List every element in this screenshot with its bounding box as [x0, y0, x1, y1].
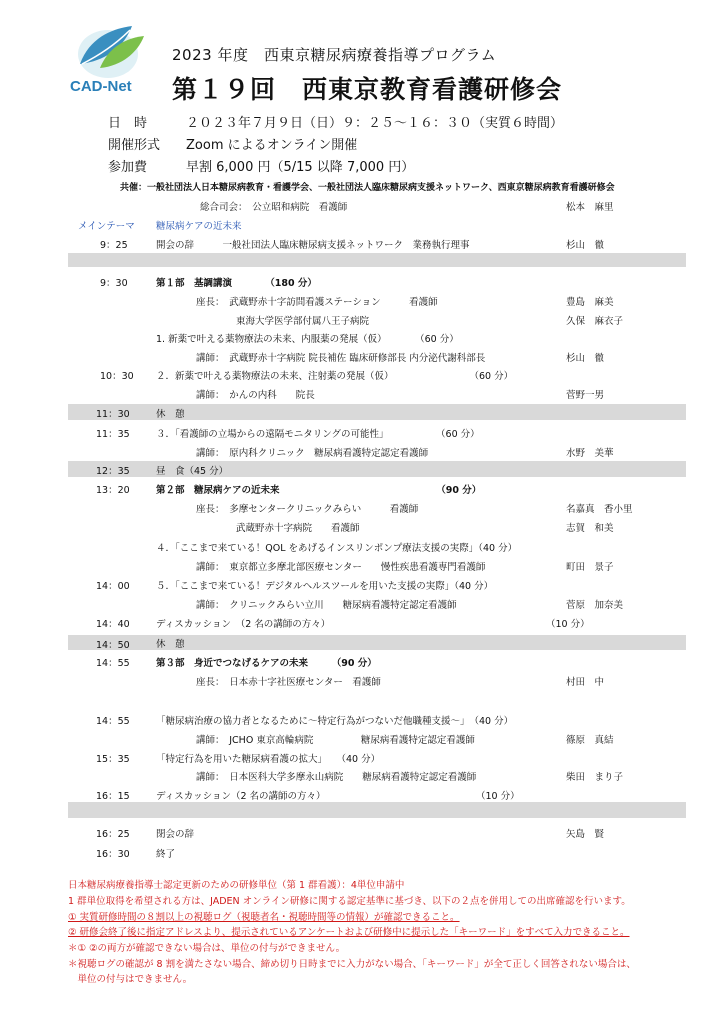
lecturer-line: 講師： 原内科クリニック 糖尿病看護特定認定看護師	[196, 448, 429, 459]
lecturer-line: 講師： 東京都立多摩北部医療センター 慢性疾患看護専門看護師	[196, 562, 486, 573]
lecturer-line: 講師： JCHO 東京高輪病院 糖尿病看護特定認定看護師	[196, 735, 475, 746]
chair-name: 名嘉真 香小里	[566, 504, 633, 515]
lecture-title: ３．「看護師の立場からの遠隔モニタリングの可能性」 （60 分）	[156, 429, 480, 440]
lecture-title: ４．「ここまで来ている！QOL をあげるインスリンポンプ療法支援の実際」（40 分）	[156, 543, 518, 554]
end-label: 終了	[156, 849, 176, 860]
cad-net-logo	[70, 16, 152, 102]
lecturer-name: 町田 景子	[566, 562, 614, 573]
lecturer-line: 講師： かんの内科 院長	[196, 390, 315, 401]
chair-line: 座長： 日本赤十字社医療センター 看護師	[196, 677, 381, 688]
lecture-title: 「糖尿病治療の協力者となるために～特定行為がつないだ他職種支援～」 （40 分）	[156, 716, 514, 727]
time-cell: 12：35	[96, 466, 130, 477]
speaker-name: 杉山 徹	[566, 240, 605, 251]
time-cell: 14：00	[96, 581, 130, 592]
lecturer-name: 水野 美華	[566, 448, 614, 459]
duration: （10 分）	[546, 619, 590, 630]
fee-label: 参加費	[108, 160, 148, 175]
chair-line: 座長： 多摩センタークリニックみらい 看護師	[196, 504, 419, 515]
discussion-label: ディスカッション（2 名の講師の方々）	[156, 791, 326, 802]
part3-heading: 第３部 身近でつなげるケアの未来 （90 分）	[156, 658, 377, 669]
page-title: 第１９回 西東京教育看護研修会	[172, 75, 563, 104]
time-cell: 11：35	[96, 429, 130, 440]
part1-heading: 第１部 基調講演 （180 分）	[156, 278, 317, 289]
chair-name: 豊島 麻美	[566, 297, 614, 308]
time-cell: 14：50	[96, 640, 130, 651]
lecturer-name: 菅原 加奈美	[566, 600, 624, 611]
chair-name: 村田 中	[566, 677, 605, 688]
opening-remarks: 開会の辞 一般社団法人臨床糖尿病支援ネットワーク 業務執行理事	[156, 240, 470, 251]
fee-value: 早割 6,000 円（5/15 以降 7,000 円）	[186, 160, 415, 175]
cohost-line: 共催：一般社団法人日本糖尿病教育・看護学会、一般社団法人臨床糖尿病支援ネットワーク、西東京糖尿病教育看護研修会	[120, 183, 615, 193]
time-cell: 14：40	[96, 619, 130, 630]
chair-line: 座長： 武蔵野赤十字訪問看護ステーション 看護師	[196, 297, 438, 308]
time-cell: 15：35	[96, 754, 130, 765]
part2-heading: 第２部 糖尿病ケアの近未来 （90 分）	[156, 485, 482, 496]
format-value: Zoom によるオンライン開催	[186, 138, 358, 153]
duration: （10 分）	[476, 791, 520, 802]
credit-note: 1 群単位取得を希望される方は、JADEN オンライン研修に関する認定基準に基づき、以下の２点を併用しての出席確認を行います。	[68, 896, 631, 907]
lecturer-line: 講師： 日本医科大学多摩永山病院 糖尿病看護特定認定看護師	[196, 772, 477, 783]
theme-label: メインテーマ	[78, 221, 135, 232]
credit-note: 単位の付与はできません。	[68, 974, 193, 985]
discussion-label: ディスカッション （2 名の講師の方々）	[156, 619, 331, 630]
break-label: 休 憩	[156, 409, 185, 420]
mc-name: 松本 麻里	[566, 202, 614, 213]
time-cell: 14：55	[96, 658, 130, 669]
lecturer-name: 菅野一男	[566, 390, 605, 401]
time-cell: 9：30	[100, 278, 128, 289]
lecture-title: ５．「ここまで来ている！デジタルヘルスツールを用いた支援の実際」（40 分）	[156, 581, 494, 592]
lecture-title: 1. 新薬で叶える薬物療法の未来、内服薬の発展（仮） （60 分）	[156, 334, 459, 345]
time-cell: 13：20	[96, 485, 130, 496]
lecture-title: 「特定行為を用いた糖尿病看護の拡大」 （40 分）	[156, 754, 381, 765]
chair-name: 久保 麻衣子	[566, 316, 624, 327]
time-cell: 16：15	[96, 791, 130, 802]
credit-note: 日本糖尿病療養指導士認定更新のための研修単位（第 1 群看護）：4単位申請中	[68, 880, 405, 891]
lecturer-name: 杉山 徹	[566, 353, 605, 364]
lecturer-line: 講師： 武蔵野赤十字病院 院長補佐 臨床研修部長 内分泌代謝科部長	[196, 353, 486, 364]
lecturer-name: 篠原 真結	[566, 735, 614, 746]
time-cell: 9：25	[100, 240, 128, 251]
theme-value: 糖尿病ケアの近未来	[156, 221, 242, 232]
closing-remarks: 閉会の辞	[156, 829, 195, 840]
speaker-name: 矢島 賢	[566, 829, 605, 840]
time-cell: 16：30	[96, 849, 130, 860]
credit-note: ＊視聴ログの確認が 8 割を満たさない場合、締め切り日時までに入力がない場合、「キーワード」が全て正しく回答されない場合は、	[68, 959, 636, 970]
lunch-label: 昼 食（45 分）	[156, 466, 229, 477]
chair-line: 東海大学医学部付属八王子病院	[236, 316, 370, 327]
format-label: 開催形式	[108, 138, 161, 153]
program-subtitle: 2023 年度 西東京糖尿病療養指導プログラム	[172, 46, 497, 64]
mc-label: 総合司会： 公立昭和病院 看護師	[200, 202, 348, 213]
time-cell: 11：30	[96, 409, 130, 420]
lecturer-name: 柴田 まり子	[566, 772, 624, 783]
separator-band	[68, 802, 686, 818]
credit-note: ＊① ②の両方が確認できない場合は、単位の付与ができません。	[68, 943, 346, 954]
time-cell: 16：25	[96, 829, 130, 840]
credit-condition: ② 研修会終了後に指定アドレスより、提示されているアンケートおよび研修中に提示した「キーワード」をすべて入力できること。	[68, 927, 630, 938]
chair-line: 武蔵野赤十字病院 看護師	[236, 523, 360, 534]
time-cell: 10：30	[100, 371, 134, 382]
credit-condition: ① 実質研修時間の８割以上の視聴ログ（視聴者名・視聴時間等の情報）が確認できること。	[68, 912, 460, 923]
date-value: ２０２３年７月９日（日）９：２５～１６：３０（実質６時間）	[186, 116, 564, 131]
lecture-title: ２．新薬で叶える薬物療法の未来、注射薬の発展（仮） （60 分）	[156, 371, 514, 382]
lecturer-line: 講師： クリニックみらい立川 糖尿病看護特定認定看護師	[196, 600, 457, 611]
date-label: 日 時	[108, 116, 148, 131]
separator-band	[68, 253, 686, 267]
logo-text: CAD-Net	[70, 78, 132, 95]
break-label: 休 憩	[156, 639, 185, 650]
chair-name: 志賀 和美	[566, 523, 614, 534]
time-cell: 14：55	[96, 716, 130, 727]
